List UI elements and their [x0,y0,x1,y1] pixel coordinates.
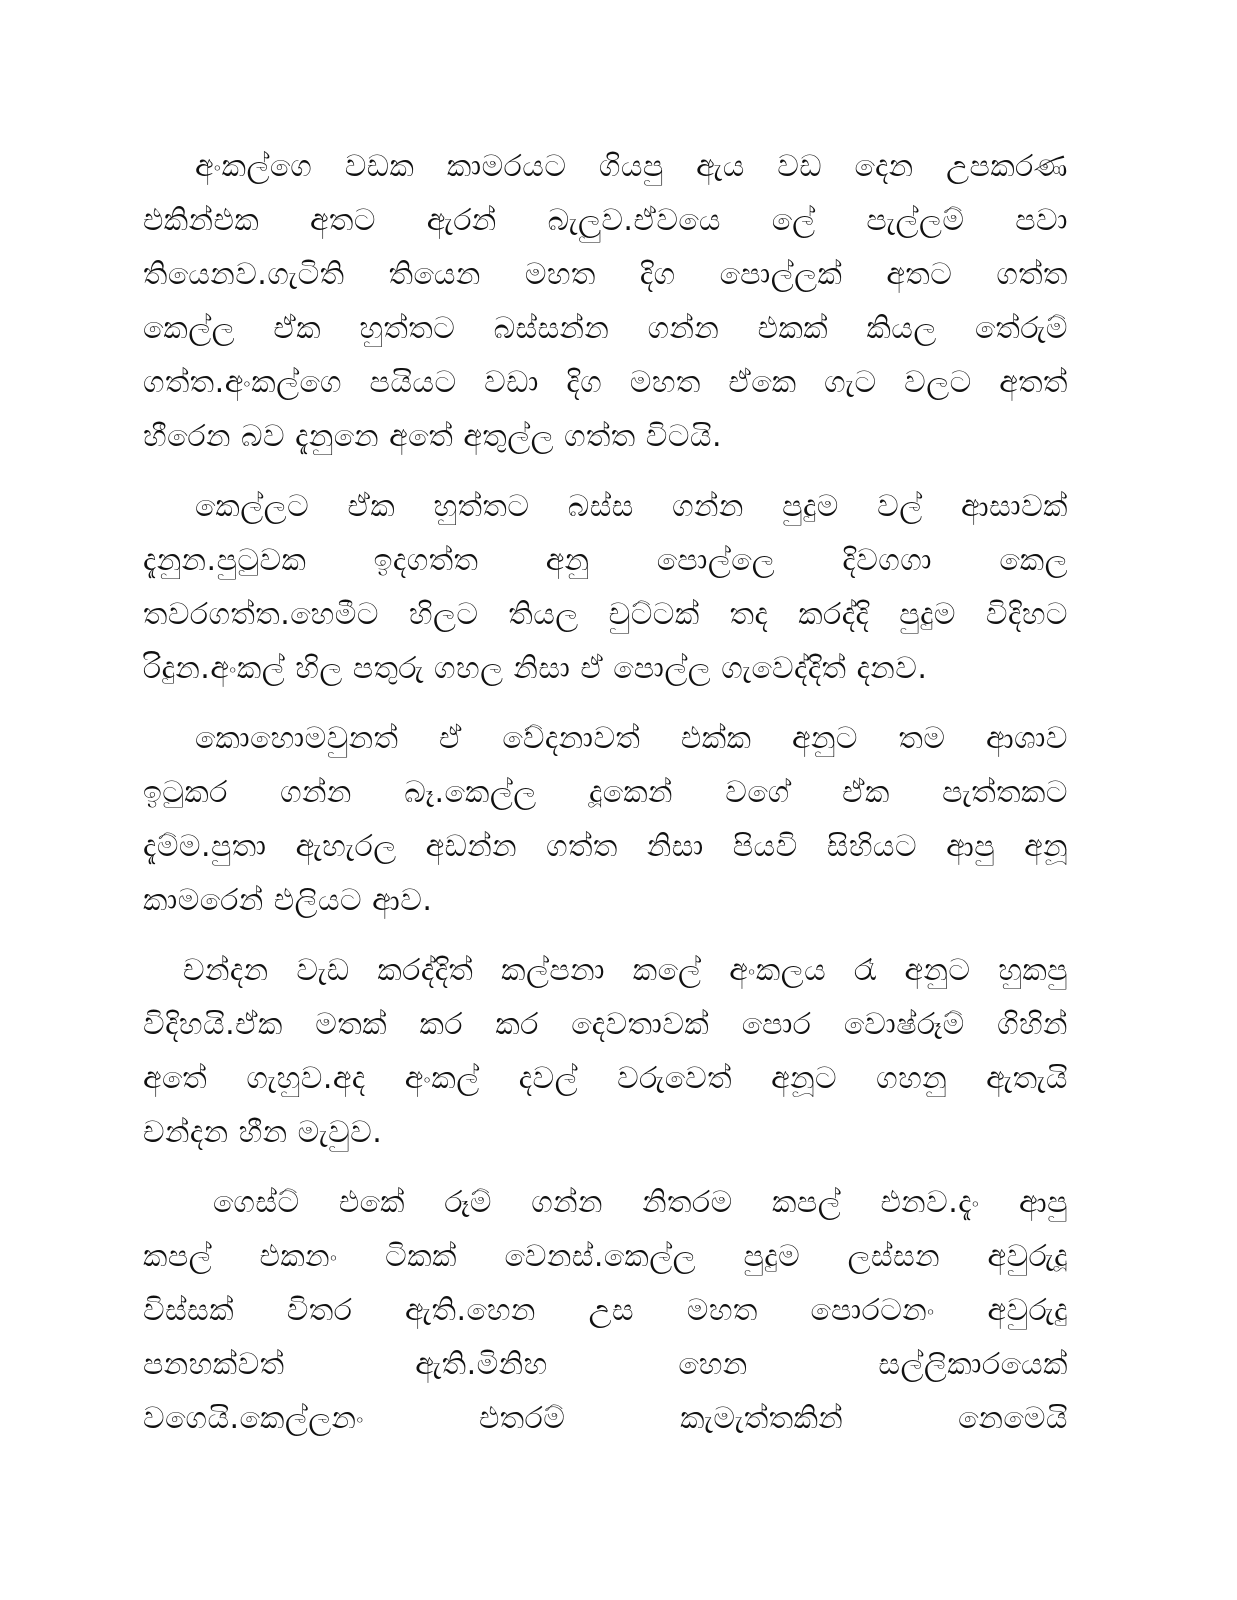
text-line: දැනුන.පුටුවක ඉදගත්ත අනු පොල්ලෙ දිවගගා කෙල [143,543,1068,578]
text-line: විදිහයි.ඒක මතක් කර කර දෙවතාවක් පොර වොෂ්රූම් ගිහින් [143,1007,1068,1042]
paragraph-1 [143,140,1068,464]
text-line: රිදුන.අංකල් හිල පතුරු ගහල නිසා ඒ පොල්ල ගැවෙද්දිත් දනව. [143,651,928,686]
paragraph-2 [143,480,1068,696]
text-line: ගෙස්ට් එකේ රූම් ගන්න නිතරම කපල් එනව.දැං ආපු [213,1185,1068,1220]
text-line: අංකල්ගෙ වඩක කාමරයට ගියපු ඇය වඩ දෙන උපකරණ [195,149,1068,184]
text-line: පනහක්වත් ඇති.මිනිහ හෙන සල්ලිකාරයෙක් [143,1347,1068,1382]
text-line: ඉටුකර ගන්න බෑ.කෙල්ල දූකෙන් වගේ ඒක පැත්තකට [143,775,1068,810]
text-line: චන්දන හීන මැවුව. [143,1115,383,1150]
text-line: තවරගත්ත.හෙමීට හිලට තියල චුට්ටක් තද කරද්දි පුදුම විදිහට [143,597,1068,632]
text-line: කෙල්ලට ඒක හුත්තට බස්ස ගන්න පුදුම වල් ආසාවක් [195,489,1068,524]
text-line: අතේ ගැහුව.අද අංකල් දවල් වරුවෙත් අනූට ගහනු ඇතැයි [143,1061,1068,1096]
text-line: කපල් එකනං ටිකක් වෙනස්.කෙල්ල පුදුම ලස්සන අවුරුදූ [143,1239,1068,1274]
text-line: වගෙයි.කෙල්ලනං එතරම් කැමැත්තකින් නෙමෙයි [143,1401,1068,1436]
text-line: චන්දන වැඩ කරද්දිත් කල්පනා කලේ අංකලය රෑ අනුට හුකපු [183,953,1068,988]
text-line: දැම්ම.පුතා ඇහැරල අඩන්න ගත්ත නිසා පියවි සිහියට ආපු අනූ [143,829,1068,864]
text-line: විස්සක් විතර ඇති.හෙන උස මහත පොරටනං අවුරුදු [143,1293,1068,1328]
text-line: තියෙනව.ගැටිති තියෙන මහත දිග පොල්ලක් අතට ගත්ත [143,257,1068,292]
paragraph-3 [143,712,1068,928]
document-page [143,140,1068,1462]
text-line: කෙල්ල ඒක හුත්තට බස්සන්න ගන්න එකක් කියල තේරුම් [143,311,1068,346]
paragraph-5 [143,1176,1068,1446]
text-line: ගත්ත.අංකල්ගෙ පයියට වඩා දිග මහත ඒකෙ ගැට වලට අතත් [143,365,1068,400]
paragraph-4 [143,944,1068,1160]
text-line: එකින්එක අතට ඇරන් බැලුව.ඒවයෙ ලේ පැල්ලම් පවා [143,203,1068,238]
text-line: හීරෙන බව දැනුනෙ අතේ අතුල්ල ගත්ත විටයි. [143,419,723,454]
text-line: කොහොමවුනත් ඒ වේදනාවත් එක්ක අනුට තම ආශාව [195,721,1068,756]
text-line: කාමරෙන් එලියට ආව. [143,883,433,918]
